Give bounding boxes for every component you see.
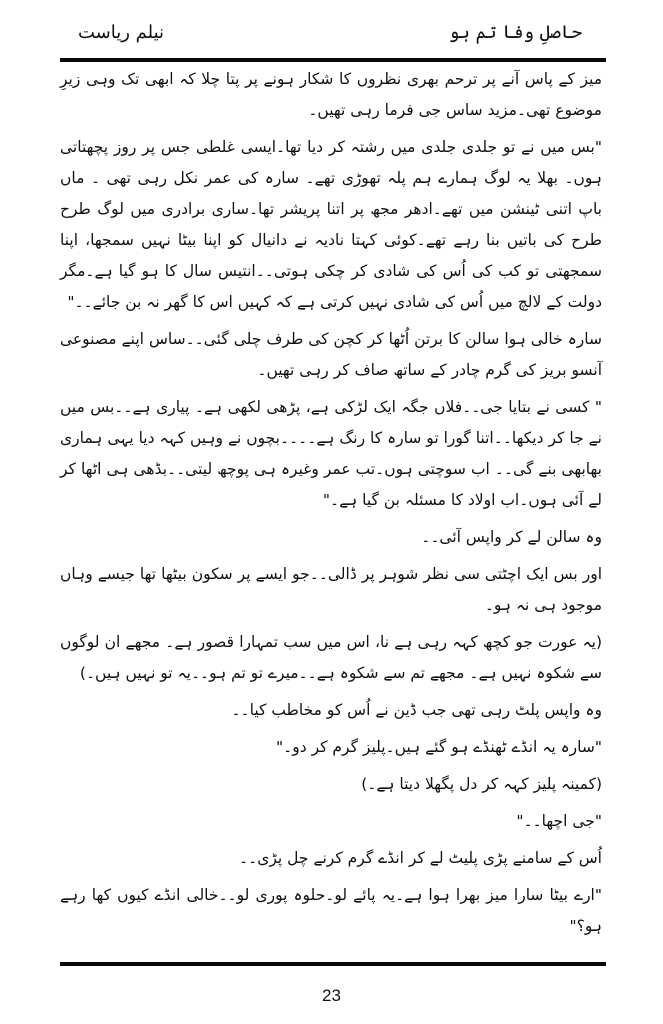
running-header: [60, 18, 606, 56]
paragraph: (کمینہ پلیز کہہ کر دل پگھلا دیتا ہے۔): [361, 775, 602, 793]
page-number: 23: [322, 986, 341, 1005]
paragraph: " کسی نے بتایا جی۔۔فلاں جگہ ایک لڑکی ہے، پڑھی لکھی ہے۔ پیاری ہے۔۔بس میں نے جا کر دیکھا۔۔اتنا گورا تو سارہ کا رنگ ہے۔۔۔۔بچوں نے وہیں کہہ دیا یہی ہماری بھابھی بنے گی۔۔ اب سوچتی ہوں۔تب عمر وغیرہ ہی پوچھ لیتی۔۔بڈھی ہی اٹھا کر لے آئی ہوں۔اب اولاد کا مسئلہ بن گیا ہے۔": [60, 398, 602, 509]
body-text: [60, 64, 602, 948]
paragraph: (یہ عورت جو کچھ کہہ رہی ہے نا، اس میں سب تمہارا قصور ہے۔ مجھے ان لوگوں سے شکوہ نہیں ہے۔ مجھے تم سے شکوہ ہے۔۔میرے تو تم ہو۔۔یہ تو نہیں ہیں۔): [60, 633, 602, 682]
paragraph: "بس میں نے تو جلدی جلدی میں رشتہ کر دیا تھا۔ایسی غلطی جس پر روز پچھتاتی ہوں۔ بھلا یہ لوگ ہمارے ہم پلہ تھوڑی تھے۔ سارہ کی عمر نکل رہی تھی ۔ ماں باپ اتنی ٹینشن میں تھے۔ادھر مجھ پر اتنا پریشر تھا۔ساری برادری میں لوگ طرح طرح کی باتیں بنا رہے تھے۔کوئی کہتا نادیہ نے دانیال کو اپنا بیٹا نہیں سمجھا، اپنا سمجھتی تو کب کی اُس کی شادی کر چکی ہوتی۔۔انتیس سال کا ہو گیا ہے۔مگر دولت کے لالچ میں اُس کی شادی نہیں کرتی ہے کہ کہیں اس کا گھر نہ بن جائے۔۔": [60, 138, 602, 311]
header-divider: [60, 58, 606, 62]
paragraph: اور بس ایک اچٹتی سی نظر شوہر پر ڈالی۔۔جو ایسے پر سکون بیٹھا تھا جیسے وہاں موجود ہی نہ ہو۔: [60, 565, 602, 614]
paragraph: سارہ خالی ہوا سالن کا برتن اُٹھا کر کچن کی طرف چلی گئی۔۔ساس اپنے مصنوعی آنسو بریز کی گرم چادر کے ساتھ صاف کر رہی تھیں۔: [60, 330, 602, 379]
paragraph: وہ سالن لے کر واپس آئی۔۔: [421, 528, 602, 546]
paragraph: اُس کے سامنے پڑی پلیٹ لے کر انڈے گرم کرنے چل پڑی۔۔: [239, 849, 602, 867]
footer-divider: [60, 962, 606, 966]
paragraph: "جی اچھا۔۔": [516, 812, 602, 830]
author-name: نیلم ریاست: [78, 22, 165, 43]
paragraph: "ارے بیٹا سارا میز بھرا ہوا ہے۔یہ پائے لو۔حلوہ پوری لو۔۔خالی انڈے کیوں کھا رہے ہو؟": [60, 886, 602, 935]
paragraph: "سارہ یہ انڈے ٹھنڈے ہو گئے ہیں۔پلیز گرم کر دو۔": [276, 738, 602, 756]
paragraph: وہ واپس پلٹ رہی تھی جب ڈین نے اُس کو مخاطب کیا۔۔: [231, 701, 602, 719]
paragraph: میز کے پاس آنے پر ترحم بھری نظروں کا شکار ہونے پر پتا چلا کہ ابھی تک وہی زیرِ موضوع تھی۔مزید ساس جی فرما رہی تھیں۔: [60, 70, 602, 119]
book-title: حاصلِ وفا تم ہو: [448, 22, 582, 43]
